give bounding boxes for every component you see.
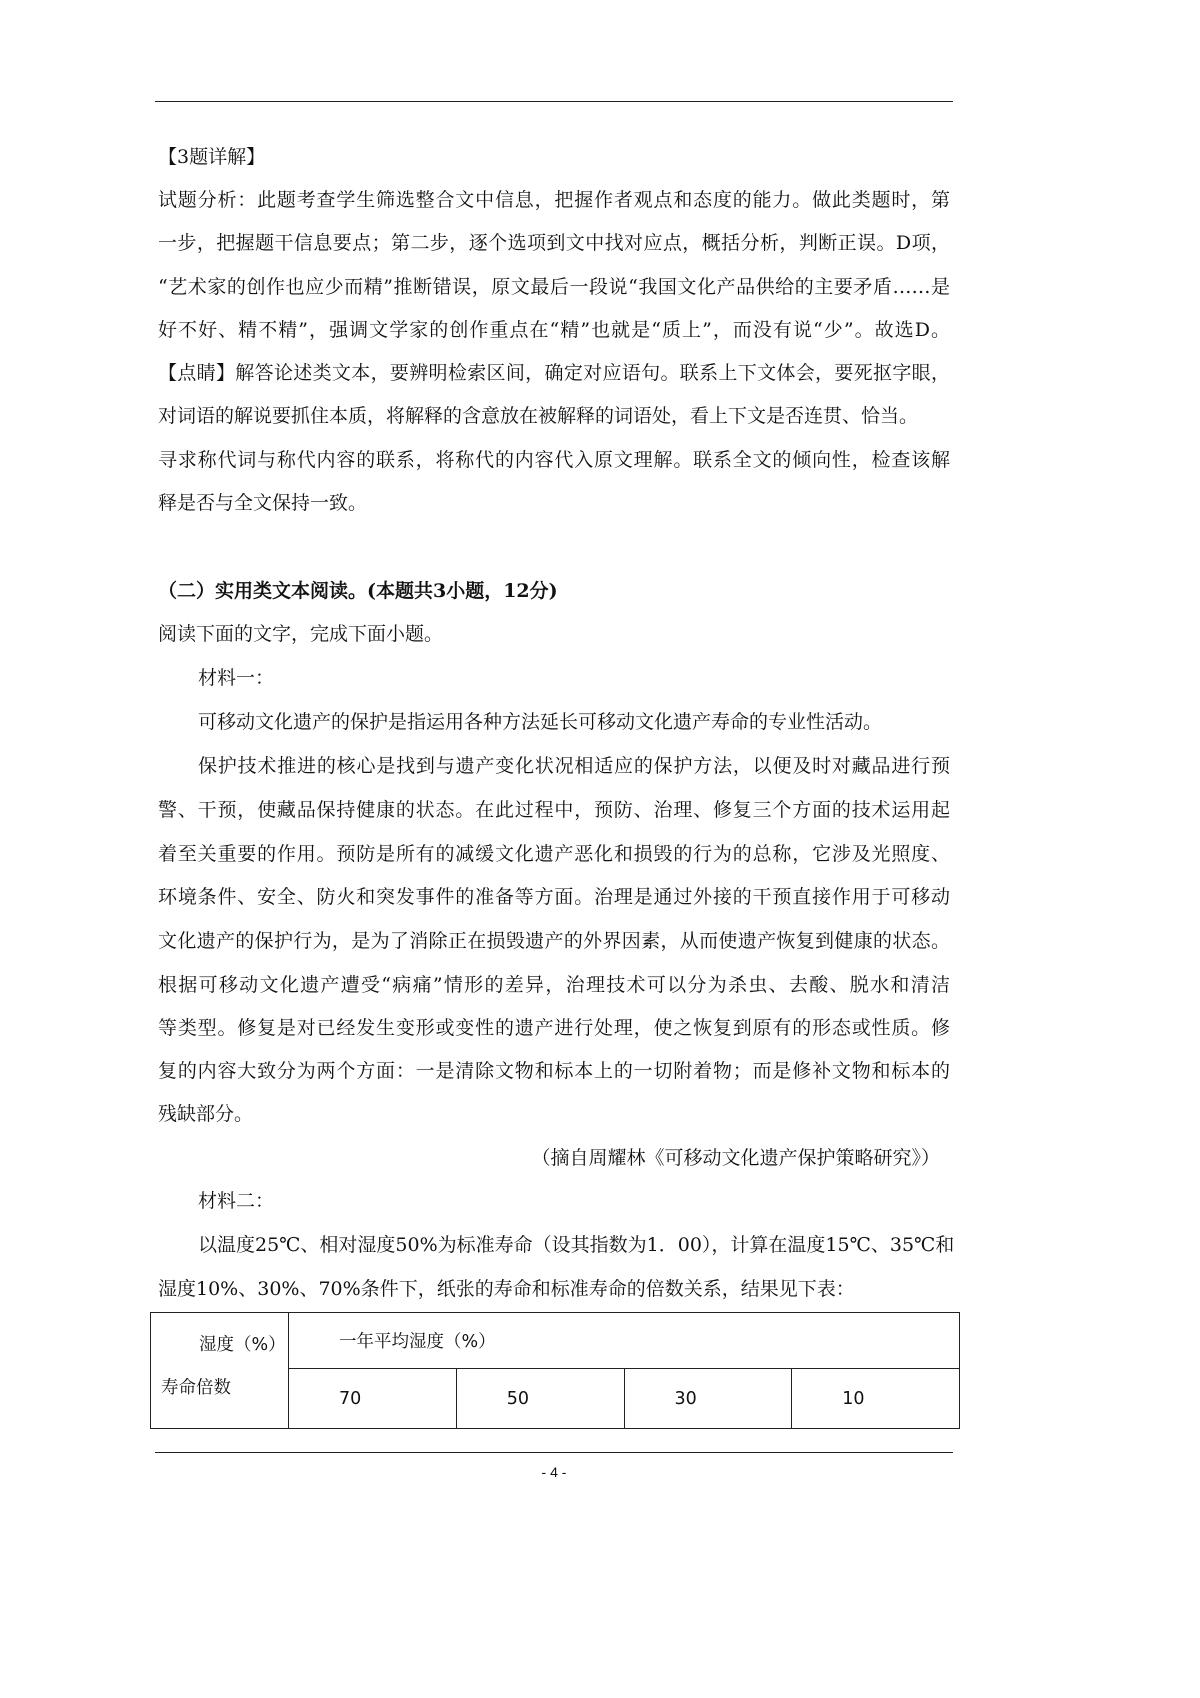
table-column-header: 50 [456, 1369, 624, 1429]
answer-line: 一步，把握题干信息要点；第二步，逐个选项到文中找对应点，概括分析，判断正误。D项， [158, 232, 950, 254]
table-column-header: 10 [792, 1369, 960, 1429]
material-line: 残缺部分。 [158, 1103, 254, 1125]
material-line: 保护技术推进的核心是找到与遗产变化状况相适应的保护方法，以便及时对藏品进行预 [198, 755, 950, 777]
answer-heading: 【3题详解】 [158, 146, 266, 168]
section-heading: （二）实用类文本阅读。(本题共3小题，12分) [158, 580, 558, 602]
material-line: 文化遗产的保护行为，是为了消除正在损毁遗产的外界因素，从而使遗产恢复到健康的状态。 [158, 930, 950, 952]
answer-line: 寻求称代词与称代内容的联系，将称代的内容代入原文理解。联系全文的倾向性，检查该解 [158, 449, 950, 471]
material-line: 根据可移动文化遗产遭受“病痛”情形的差异，治理技术可以分为杀虫、去酸、脱水和清洁 [158, 974, 950, 996]
instruction: 阅读下面的文字，完成下面小题。 [158, 623, 444, 645]
material1-source: （摘自周耀林《可移动文化遗产保护策略研究》） [531, 1147, 940, 1169]
material-line: 以温度25℃、相对湿度50%为标准寿命（设其指数为1．00），计算在温度15℃、35℃和 [198, 1234, 955, 1256]
material-line: 复的内容大致分为两个方面：一是清除文物和标本上的一切附着物；而是修补文物和标本的 [158, 1060, 950, 1082]
table-column-header: 30 [624, 1369, 792, 1429]
corner-bottom-label: 寿命倍数 [161, 1378, 231, 1398]
corner-top-label: 湿度（%） [199, 1335, 286, 1355]
material-line: 着至关重要的作用。预防是所有的减缓文化遗产恶化和损毁的行为的总称，它涉及光照度、 [158, 843, 950, 865]
material-line: 等类型。修复是对已经发生变形或变性的遗产进行处理，使之恢复到原有的形态或性质。修 [158, 1017, 950, 1039]
material-line: 湿度10%、30%、70%条件下，纸张的寿命和标准寿命的倍数关系，结果见下表： [158, 1278, 855, 1300]
table-corner-cell [151, 1313, 289, 1429]
table-column-header: 70 [289, 1369, 457, 1429]
answer-line: 【点睛】解答论述类文本，要辨明检索区间，确定对应语句。联系上下文体会，要死抠字眼， [158, 362, 950, 384]
answer-line: 好不好、精不精”，强调文学家的创作重点在“精”也就是“质上”，而没有说“少”。故选D。 [158, 319, 950, 341]
table-group-header: 一年平均湿度（%） [289, 1313, 960, 1369]
answer-line: 释是否与全文保持一致。 [158, 492, 368, 514]
header-rule [155, 101, 953, 102]
material2-label: 材料二： [198, 1190, 275, 1212]
material1-label: 材料一： [198, 667, 275, 689]
page-number: - 4 - [541, 1464, 567, 1480]
material-line: 环境条件、安全、防火和突发事件的准备等方面。治理是通过外接的干预直接作用于可移动 [158, 886, 950, 908]
answer-line: 对词语的解说要抓住本质，将解释的含意放在被解释的词语处，看上下文是否连贯、恰当。 [158, 405, 919, 427]
material-line: 警、干预，使藏品保持健康的状态。在此过程中，预防、治理、修复三个方面的技术运用起 [158, 799, 950, 821]
answer-line: 试题分析：此题考查学生筛选整合文中信息，把握作者观点和态度的能力。做此类题时，第 [158, 189, 950, 211]
footer-rule [155, 1452, 953, 1453]
answer-line: “艺术家的创作也应少而精”推断错误，原文最后一段说“我国文化产品供给的主要矛盾……是 [158, 276, 950, 298]
paper-life-table [150, 1312, 960, 1429]
material-line: 可移动文化遗产的保护是指运用各种方法延长可移动文化遗产寿命的专业性活动。 [198, 711, 883, 733]
